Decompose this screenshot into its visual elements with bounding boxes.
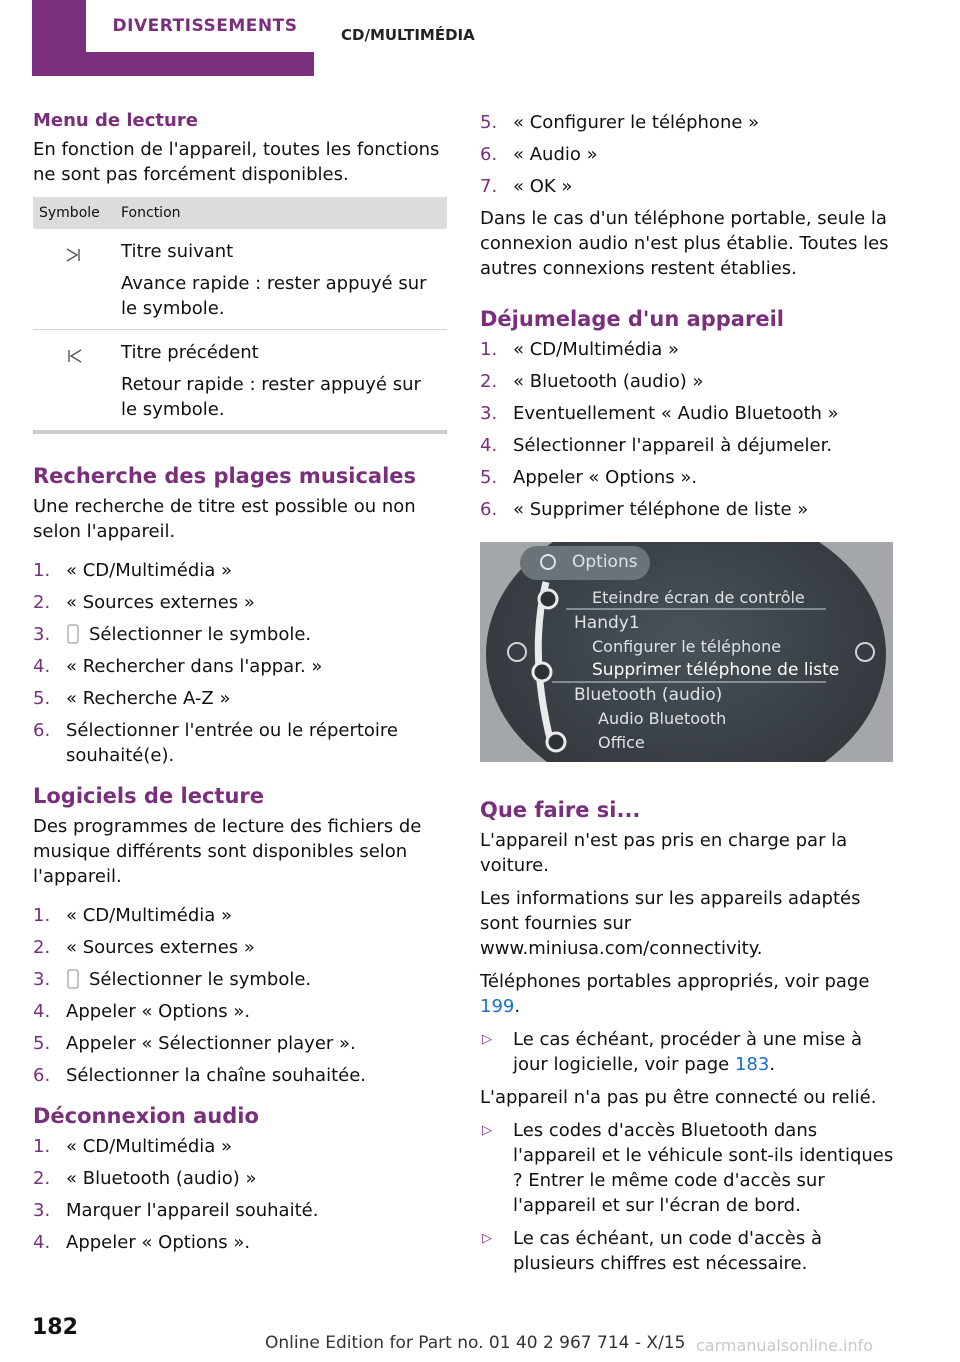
row-desc: Retour rapide : rester appuyé sur le symbole.	[121, 374, 421, 420]
search-steps	[33, 558, 447, 768]
disconnect-note: Dans le cas d'un téléphone portable, seule la connexion audio n'est plus établie. Toutes les autres connexions restent établies.	[480, 208, 889, 279]
table-row	[33, 229, 447, 330]
screen-item-selected: Supprimer téléphone de liste	[592, 660, 840, 680]
screen-title: Options	[572, 552, 638, 572]
list-item: 6. « Audio »	[480, 144, 598, 165]
table-header-symbol: Symbole	[33, 197, 115, 229]
next-track-icon	[33, 229, 115, 330]
whatif-p4: L'appareil n'a pas pu être connecté ou relié.	[480, 1087, 877, 1108]
list-item: 6. Sélectionner l'entrée ou le répertoire souhaité(e).	[33, 720, 398, 766]
list-item: 5. « Recherche A-Z »	[33, 688, 231, 709]
list-item: 3. Eventuellement « Audio Bluetooth »	[480, 403, 839, 424]
triangle-bullet-icon: ▷	[482, 1231, 492, 1246]
list-item: 5. Appeler « Options ».	[480, 467, 698, 488]
screen-item: Eteindre écran de contrôle	[592, 588, 805, 607]
table-header-function: Fonction	[115, 197, 447, 229]
list-item: 3. Sélectionner le symbole.	[33, 969, 312, 990]
list-item: 6. « Supprimer téléphone de liste »	[480, 499, 809, 520]
list-item: 4. Appeler « Options ».	[33, 1001, 251, 1022]
screen-item: Bluetooth (audio)	[574, 685, 723, 705]
table-row	[33, 330, 447, 431]
screen-item: Office	[598, 733, 645, 752]
function-table	[33, 197, 447, 430]
device-icon	[66, 969, 80, 989]
row-title: Titre suivant	[121, 241, 234, 262]
section-label: CD/MULTIMÉDIA	[341, 26, 475, 44]
software-steps	[33, 903, 447, 1088]
triangle-bullet-icon: ▷	[482, 1123, 492, 1138]
whatif-bullets-1	[480, 1027, 895, 1077]
list-item: ▷ Le cas échéant, un code d'accès à plusieurs chiffres est nécessaire.	[482, 1228, 822, 1274]
chapter-tab	[32, 0, 314, 76]
list-item: 2. « Sources externes »	[33, 937, 255, 958]
previous-track-icon	[33, 330, 115, 431]
disconnect-title: Déconnexion audio	[33, 1104, 259, 1128]
page-link[interactable]: 183	[734, 1054, 770, 1075]
right-column	[480, 110, 895, 1284]
list-item: 4. Sélectionner l'appareil à déjumeler.	[480, 435, 833, 456]
triangle-bullet-icon: ▷	[482, 1032, 492, 1047]
menu-title: Menu de lecture	[33, 110, 198, 131]
list-item: 1. « CD/Multimédia »	[33, 560, 233, 581]
whatif-title: Que faire si...	[480, 798, 641, 822]
list-item: 3. Marquer l'appareil souhaité.	[33, 1200, 319, 1221]
list-item: 1. « CD/Multimédia »	[480, 339, 680, 360]
list-item: 4. Appeler « Options ».	[33, 1232, 251, 1253]
row-title: Titre précédent	[121, 342, 259, 363]
search-intro: Une recherche de titre est possible ou non selon l'appareil.	[33, 496, 416, 542]
list-item: 7. « OK »	[480, 176, 573, 197]
device-icon	[66, 624, 80, 644]
whatif-p1: L'appareil n'est pas pris en charge par la voiture.	[480, 830, 848, 876]
options-screen-image	[480, 542, 893, 762]
list-item: 2. « Bluetooth (audio) »	[480, 371, 704, 392]
whatif-p2: Les informations sur les appareils adaptés sont fournies sur www.miniusa.com/connectivity.	[480, 888, 861, 959]
edition-footer: Online Edition for Part no. 01 40 2 967 714 - X/15	[265, 1333, 686, 1353]
list-item: 2. « Sources externes »	[33, 592, 255, 613]
list-item: 6. Sélectionner la chaîne souhaitée.	[33, 1065, 367, 1086]
page-number: 182	[32, 1315, 78, 1340]
screen-item: Handy1	[574, 613, 640, 633]
list-item: ▷ Le cas échéant, procéder à une mise à jour logicielle, voir page 183.	[482, 1029, 863, 1075]
disconnect-steps-continued	[480, 110, 895, 199]
unpair-title: Déjumelage d'un appareil	[480, 307, 784, 331]
whatif-p3: Téléphones portables appropriés, voir page 199.	[480, 971, 870, 1017]
software-intro: Des programmes de lecture des fichiers de musique différents sont disponibles selon l'appareil.	[33, 816, 422, 887]
chapter-tab-label: DIVERTISSEMENTS	[86, 0, 324, 52]
search-title: Recherche des plages musicales	[33, 464, 417, 488]
table-divider	[33, 430, 447, 434]
list-item: 3. Sélectionner le symbole.	[33, 624, 312, 645]
unpair-steps	[480, 337, 895, 522]
list-item: 4. « Rechercher dans l'appar. »	[33, 656, 323, 677]
whatif-bullets-2	[480, 1118, 895, 1276]
list-item: ▷ Les codes d'accès Bluetooth dans l'appareil et le véhicule sont-ils identiques ? Entrer le même code d'accès sur l'appareil et sur l'écran de bord.	[482, 1120, 894, 1216]
row-desc: Avance rapide : rester appuyé sur le symbole.	[121, 273, 427, 319]
disconnect-steps	[33, 1134, 447, 1255]
list-item: 1. « CD/Multimédia »	[33, 1136, 233, 1157]
watermark: carmanualsonline.info	[696, 1336, 874, 1355]
list-item: 5. « Configurer le téléphone »	[480, 112, 760, 133]
left-column	[33, 110, 447, 1271]
list-item: 1. « CD/Multimédia »	[33, 905, 233, 926]
screen-item: Configurer le téléphone	[592, 637, 782, 656]
menu-intro: En fonction de l'appareil, toutes les fonctions ne sont pas forcément disponibles.	[33, 139, 440, 185]
screen-item: Audio Bluetooth	[598, 709, 727, 728]
list-item: 2. « Bluetooth (audio) »	[33, 1168, 257, 1189]
page-link[interactable]: 199	[480, 996, 515, 1017]
list-item: 5. Appeler « Sélectionner player ».	[33, 1033, 356, 1054]
software-title: Logiciels de lecture	[33, 784, 264, 808]
